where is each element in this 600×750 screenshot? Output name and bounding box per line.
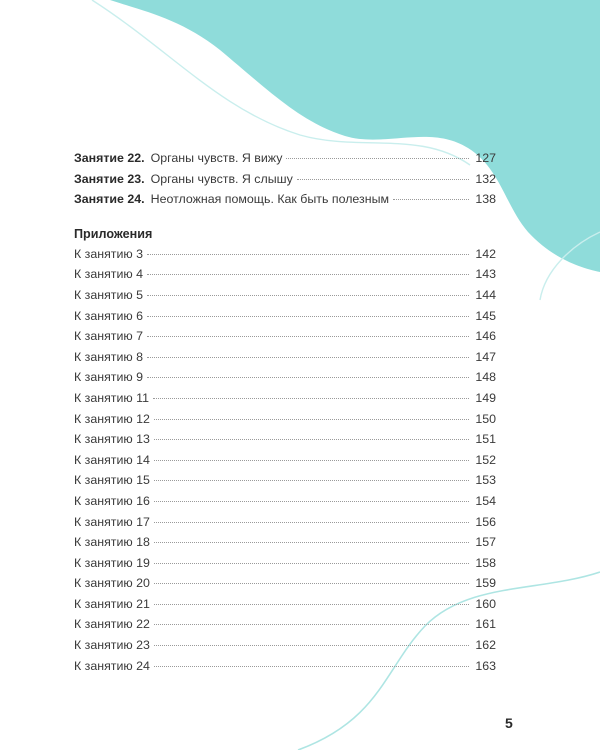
- entry-page: 153: [475, 473, 496, 488]
- entry-title: К занятию 6: [74, 308, 144, 323]
- dot-leader: [154, 522, 469, 523]
- entry-title: Неотложная помощь. Как быть полезным: [150, 192, 389, 207]
- entry-title: К занятию 18: [74, 535, 150, 550]
- entry-page: 154: [475, 493, 496, 508]
- appendix-title: Приложения: [74, 226, 153, 241]
- toc-entry: [74, 512, 496, 533]
- toc-entry: [74, 409, 496, 430]
- dot-leader: [154, 501, 469, 502]
- toc-entry: [74, 189, 496, 210]
- toc-entry: [74, 244, 496, 265]
- entry-title: К занятию 21: [74, 596, 150, 611]
- entry-title: К занятию 4: [74, 267, 144, 282]
- dot-leader: [154, 624, 469, 625]
- dot-leader: [154, 439, 469, 440]
- toc-entry: [74, 326, 496, 347]
- entry-page: 146: [475, 329, 496, 344]
- toc-entry: [74, 169, 496, 190]
- toc-entry: [74, 429, 496, 450]
- dot-leader: [154, 666, 469, 667]
- entry-title: К занятию 8: [74, 349, 144, 364]
- entry-title: К занятию 16: [74, 493, 150, 508]
- toc-entry: [74, 594, 496, 615]
- entry-title: К занятию 12: [74, 411, 150, 426]
- entry-title: К занятию 19: [74, 555, 150, 570]
- toc-entry: [74, 491, 496, 512]
- entry-title: К занятию 17: [74, 514, 150, 529]
- toc-entry: [74, 614, 496, 635]
- dot-leader: [154, 542, 469, 543]
- entry-page: 157: [475, 535, 496, 550]
- entry-page: 138: [475, 192, 496, 207]
- dot-leader: [147, 295, 469, 296]
- dot-leader: [147, 254, 469, 255]
- entry-title: К занятию 3: [74, 246, 144, 261]
- dot-leader: [147, 357, 469, 358]
- entry-title: К занятию 13: [74, 432, 150, 447]
- entry-page: 159: [475, 576, 496, 591]
- entry-title: К занятию 23: [74, 638, 150, 653]
- toc-entry: [74, 656, 496, 677]
- dot-leader: [153, 398, 469, 399]
- entry-title: Органы чувств. Я вижу: [150, 151, 283, 165]
- entry-page: 160: [475, 596, 496, 611]
- entry-page: 158: [475, 555, 496, 570]
- dot-leader: [147, 316, 469, 317]
- toc-entry: [74, 532, 496, 553]
- dot-leader: [154, 460, 469, 461]
- entry-title: К занятию 20: [74, 576, 150, 591]
- toc-entry: [74, 635, 496, 656]
- toc-entry: [74, 285, 496, 306]
- dot-leader: [154, 480, 469, 481]
- entry-title: Органы чувств. Я слышу: [150, 171, 293, 186]
- page-number: 5: [505, 715, 513, 731]
- toc-entry: [74, 148, 496, 169]
- appendix-list: [74, 244, 496, 676]
- entry-title: К занятию 11: [74, 390, 149, 405]
- entry-page: 147: [475, 349, 496, 364]
- entry-page: 150: [475, 411, 496, 426]
- entry-page: 156: [475, 514, 496, 529]
- entry-page: 149: [475, 390, 496, 405]
- lesson-number: Занятие 23.: [74, 171, 145, 186]
- dot-leader: [147, 274, 469, 275]
- entry-title: К занятию 5: [74, 287, 144, 302]
- entry-page: 152: [475, 452, 496, 467]
- dot-leader: [154, 604, 469, 605]
- dot-leader: [154, 563, 469, 564]
- entry-title: К занятию 24: [74, 658, 150, 673]
- lesson-number: Занятие 22.: [74, 151, 145, 165]
- dot-leader: [147, 377, 469, 378]
- toc-entry: [74, 388, 496, 409]
- dot-leader: [297, 179, 469, 180]
- toc-entry: [74, 367, 496, 388]
- entry-page: 163: [475, 658, 496, 673]
- lesson-number: Занятие 24.: [74, 192, 145, 207]
- entry-page: 127: [475, 151, 496, 165]
- entry-page: 142: [475, 246, 496, 261]
- entry-page: 151: [475, 432, 496, 447]
- toc-entry: [74, 306, 496, 327]
- entry-page: 143: [475, 267, 496, 282]
- entry-page: 148: [475, 370, 496, 385]
- entry-title: К занятию 9: [74, 370, 144, 385]
- entry-title: К занятию 7: [74, 329, 144, 344]
- dot-leader: [286, 158, 469, 159]
- lessons-list: [74, 148, 496, 210]
- toc-entry: [74, 264, 496, 285]
- entry-title: К занятию 22: [74, 617, 150, 632]
- entry-page: 145: [475, 308, 496, 323]
- toc-entry: [74, 347, 496, 368]
- entry-page: 144: [475, 287, 496, 302]
- dot-leader: [154, 419, 469, 420]
- dot-leader: [154, 583, 469, 584]
- entry-title: К занятию 14: [74, 452, 150, 467]
- toc-entry: [74, 450, 496, 471]
- dot-leader: [154, 645, 469, 646]
- entry-page: 161: [475, 617, 496, 632]
- toc-entry: [74, 553, 496, 574]
- table-of-contents: [74, 148, 496, 676]
- dot-leader: [393, 199, 469, 200]
- entry-title: К занятию 15: [74, 473, 150, 488]
- toc-entry: [74, 573, 496, 594]
- entry-page: 162: [475, 638, 496, 653]
- dot-leader: [147, 336, 469, 337]
- entry-page: 132: [475, 171, 496, 186]
- toc-entry: [74, 470, 496, 491]
